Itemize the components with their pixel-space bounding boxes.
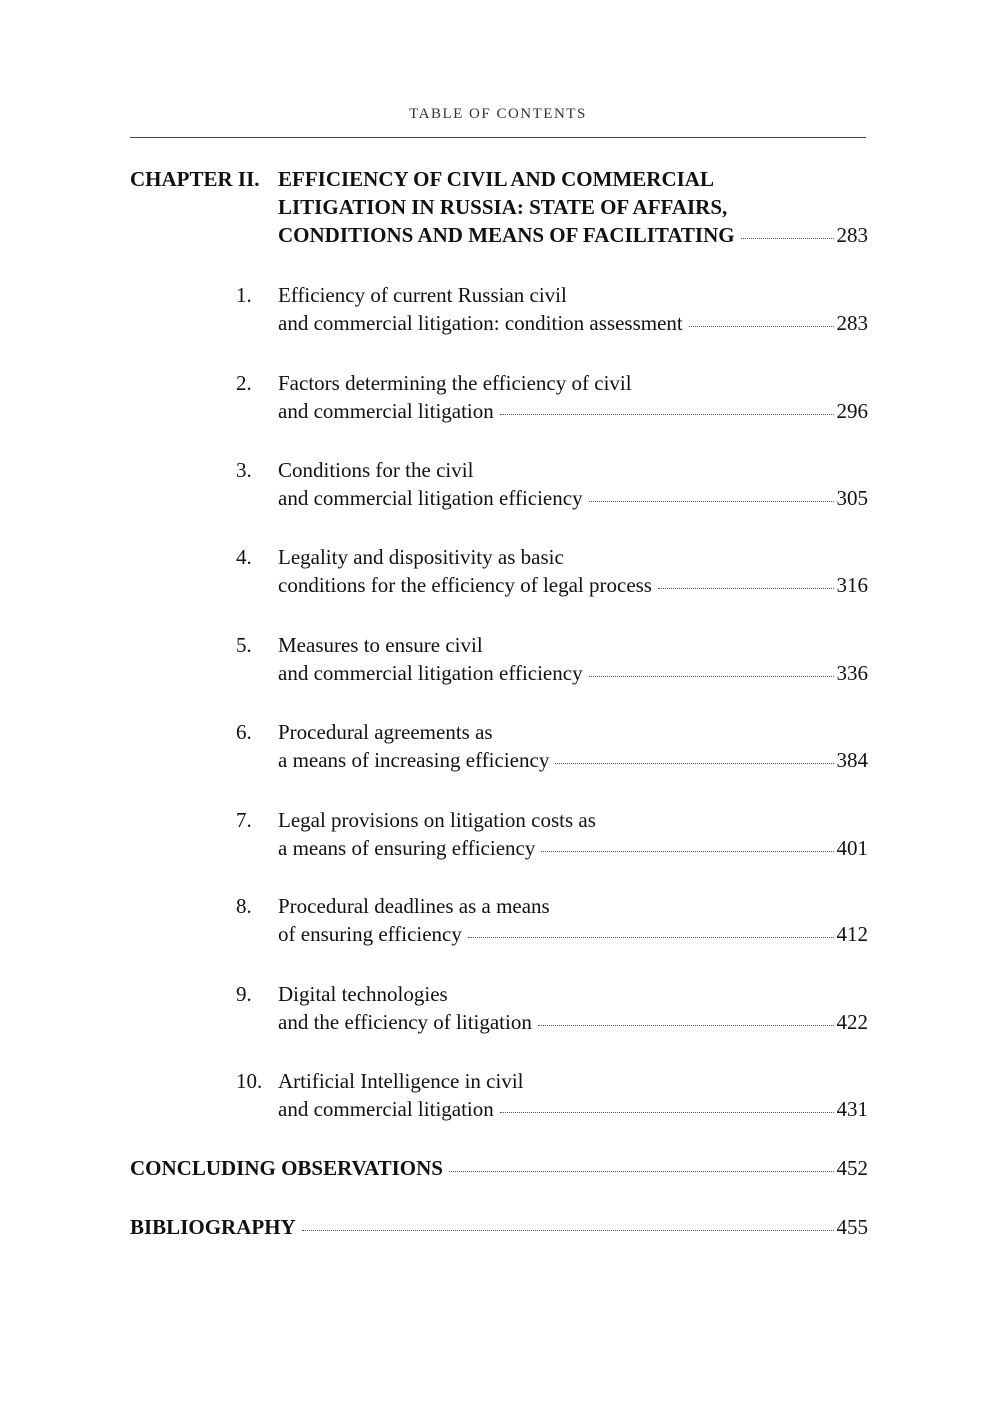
page-number: 305	[836, 486, 868, 510]
dot-leader	[500, 1112, 834, 1113]
section-title-last-line	[278, 397, 868, 425]
chapter-title-line: CONDITIONS AND MEANS OF FACILITATING	[278, 223, 735, 247]
toc-concluding-entry[interactable]	[130, 1154, 868, 1182]
toc-section-entry[interactable]	[236, 718, 868, 774]
section-title-line: and commercial litigation	[278, 399, 494, 423]
chapter-title-last-line	[278, 221, 868, 249]
toc-bibliography-entry[interactable]	[130, 1213, 868, 1241]
toc-section-entry[interactable]	[236, 980, 868, 1036]
page-number: 336	[836, 661, 868, 685]
toc-section-entry[interactable]	[236, 892, 868, 948]
chapter-title	[278, 165, 868, 249]
section-number: 8.	[236, 894, 252, 918]
section-number: 9.	[236, 982, 252, 1006]
chapter-label: CHAPTER II.	[130, 167, 260, 191]
dot-leader	[741, 238, 834, 239]
section-title-line: a means of increasing efficiency	[278, 748, 550, 772]
dot-leader	[541, 851, 833, 852]
header-rule	[130, 137, 866, 138]
page-number: 452	[836, 1156, 868, 1180]
dot-leader	[589, 501, 834, 502]
dot-leader	[555, 763, 833, 764]
dot-leader	[538, 1025, 834, 1026]
section-title-line: and commercial litigation: condition assessment	[278, 311, 683, 335]
section-title-line: Efficiency of current Russian civil	[278, 283, 567, 307]
section-title-line: and commercial litigation	[278, 1097, 494, 1121]
dot-leader	[449, 1171, 834, 1172]
section-title-line: conditions for the efficiency of legal process	[278, 573, 652, 597]
toc-section-entry[interactable]	[236, 456, 868, 512]
section-number: 4.	[236, 545, 252, 569]
dot-leader	[689, 326, 834, 327]
section-number: 6.	[236, 720, 252, 744]
section-number: 5.	[236, 633, 252, 657]
section-title-line: and commercial litigation efficiency	[278, 486, 583, 510]
toc-section-entry[interactable]	[236, 631, 868, 687]
section-title-last-line	[278, 571, 868, 599]
page-number: 431	[836, 1097, 868, 1121]
section-number: 1.	[236, 283, 252, 307]
page-number: 283	[836, 223, 868, 247]
page-number: 283	[836, 311, 868, 335]
section-title-line: and the efficiency of litigation	[278, 1010, 532, 1034]
section-title-line: of ensuring efficiency	[278, 922, 462, 946]
section-number: 7.	[236, 808, 252, 832]
section-number: 2.	[236, 371, 252, 395]
toc-section-entry[interactable]	[236, 806, 868, 862]
dot-leader	[302, 1230, 834, 1231]
chapter-title-line: EFFICIENCY OF CIVIL AND COMMERCIAL	[278, 167, 714, 191]
section-title-line: Factors determining the efficiency of civil	[278, 371, 632, 395]
section-title-last-line	[278, 746, 868, 774]
toc-chapter-entry[interactable]	[130, 165, 868, 249]
section-title-line: Conditions for the civil	[278, 458, 474, 482]
section-title-last-line	[278, 920, 868, 948]
toc-section-entry[interactable]	[236, 281, 868, 337]
toc-section-entry[interactable]	[236, 1067, 868, 1123]
page-number: 422	[836, 1010, 868, 1034]
section-title-line: Legal provisions on litigation costs as	[278, 808, 596, 832]
toc-section-entry[interactable]	[236, 543, 868, 599]
section-title-line: Digital technologies	[278, 982, 448, 1006]
concluding-title: CONCLUDING OBSERVATIONS	[130, 1156, 443, 1180]
section-title-last-line	[278, 309, 868, 337]
section-title-line: and commercial litigation efficiency	[278, 661, 583, 685]
page-number: 296	[836, 399, 868, 423]
section-number: 10.	[236, 1069, 263, 1093]
toc-section-entry[interactable]	[236, 369, 868, 425]
chapter-title-line: LITIGATION IN RUSSIA: STATE OF AFFAIRS,	[278, 195, 728, 219]
section-title-line: a means of ensuring efficiency	[278, 836, 536, 860]
page-number: 401	[836, 836, 868, 860]
dot-leader	[589, 676, 834, 677]
page-number: 455	[836, 1215, 868, 1239]
section-title-last-line	[278, 1008, 868, 1036]
section-title-line: Measures to ensure civil	[278, 633, 483, 657]
page-number: 384	[836, 748, 868, 772]
page-number: 316	[836, 573, 868, 597]
section-title-line: Procedural deadlines as a means	[278, 894, 550, 918]
section-title-last-line	[278, 834, 868, 862]
dot-leader	[468, 937, 834, 938]
section-title-line: Artificial Intelligence in civil	[278, 1069, 524, 1093]
page-number: 412	[836, 922, 868, 946]
section-title-last-line	[278, 659, 868, 687]
section-title-last-line	[278, 484, 868, 512]
section-number: 3.	[236, 458, 252, 482]
bibliography-title: BIBLIOGRAPHY	[130, 1215, 296, 1239]
section-title-line: Legality and dispositivity as basic	[278, 545, 564, 569]
running-head: TABLE OF CONTENTS	[409, 106, 587, 122]
section-title-last-line	[278, 1095, 868, 1123]
dot-leader	[500, 414, 834, 415]
dot-leader	[658, 588, 834, 589]
section-title-line: Procedural agreements as	[278, 720, 493, 744]
